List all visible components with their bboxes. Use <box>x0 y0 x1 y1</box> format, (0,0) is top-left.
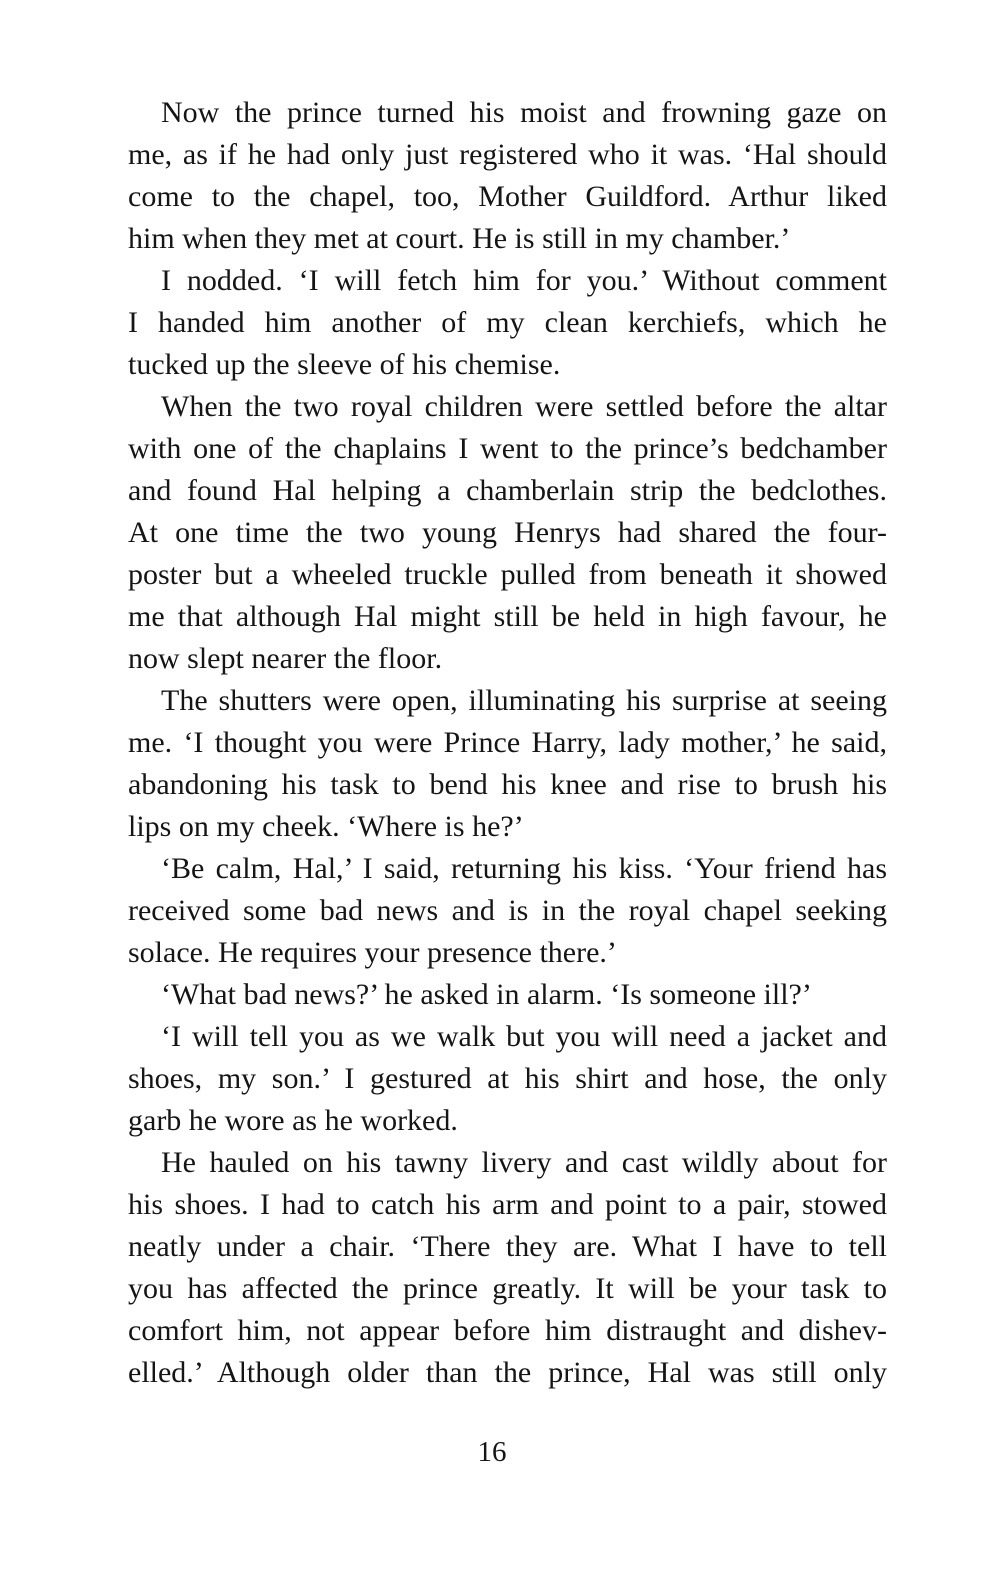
text-line: tucked up the sleeve of his chemise. <box>128 348 561 381</box>
text-line: abandoning his task to bend his knee and rise to brush his <box>128 768 887 801</box>
text-line: you has affected the prince greatly. It will be your task to <box>128 1272 887 1305</box>
text-line: shoes, my son.’ I gestured at his shirt and hose, the only <box>128 1062 887 1095</box>
text-line: He hauled on his tawny livery and cast wildly about for <box>161 1146 887 1179</box>
text-line: I nodded. ‘I will fetch him for you.’ Without comment <box>161 264 887 297</box>
text-line: ‘What bad news?’ he asked in alarm. ‘Is someone ill?’ <box>161 978 812 1011</box>
paragraph <box>128 680 887 848</box>
text-line: me. ‘I thought you were Prince Harry, lady mother,’ he said, <box>128 726 887 759</box>
text-line: The shutters were open, illuminating his surprise at seeing <box>161 684 887 717</box>
paragraph <box>128 386 887 680</box>
text-line: and found Hal helping a chamberlain strip the bedclothes. <box>128 474 887 507</box>
text-line: solace. He requires your presence there.’ <box>128 936 617 969</box>
text-line: with one of the chaplains I went to the prince’s bedchamber <box>128 432 887 465</box>
text-line: come to the chapel, too, Mother Guildford. Arthur liked <box>128 180 887 213</box>
text-line: At one time the two young Henrys had shared the four- <box>128 516 887 549</box>
paragraph <box>128 1016 887 1142</box>
paragraph <box>128 848 887 974</box>
text-line: I handed him another of my clean kerchiefs, which he <box>128 306 887 339</box>
text-line: lips on my cheek. ‘Where is he?’ <box>128 810 524 843</box>
text-line: ‘Be calm, Hal,’ I said, returning his kiss. ‘Your friend has <box>161 852 887 885</box>
text-line: When the two royal children were settled before the altar <box>161 390 887 423</box>
paragraph <box>128 92 887 260</box>
text-line: elled.’ Although older than the prince, Hal was still only <box>128 1356 887 1389</box>
paragraph <box>128 1142 887 1394</box>
text-line: me that although Hal might still be held in high favour, he <box>128 600 887 633</box>
page-number: 16 <box>477 1436 507 1468</box>
text-line: neatly under a chair. ‘There they are. What I have to tell <box>128 1230 887 1263</box>
paragraph <box>128 974 887 1016</box>
text-line: poster but a wheeled truckle pulled from beneath it showed <box>128 558 887 591</box>
text-line: ‘I will tell you as we walk but you will need a jacket and <box>161 1020 887 1053</box>
text-line: me, as if he had only just registered who it was. ‘Hal should <box>128 138 887 171</box>
text-line: comfort him, not appear before him distraught and dishev- <box>128 1314 887 1347</box>
text-line: him when they met at court. He is still in my chamber.’ <box>128 222 791 255</box>
text-line: his shoes. I had to catch his arm and point to a pair, stowed <box>128 1188 887 1221</box>
body-text <box>128 92 887 1394</box>
text-line: garb he wore as he worked. <box>128 1104 458 1137</box>
text-line: received some bad news and is in the royal chapel seeking <box>128 894 887 927</box>
paragraph <box>128 260 887 386</box>
text-line: now slept nearer the floor. <box>128 642 443 675</box>
text-line: Now the prince turned his moist and frowning gaze on <box>161 96 887 129</box>
